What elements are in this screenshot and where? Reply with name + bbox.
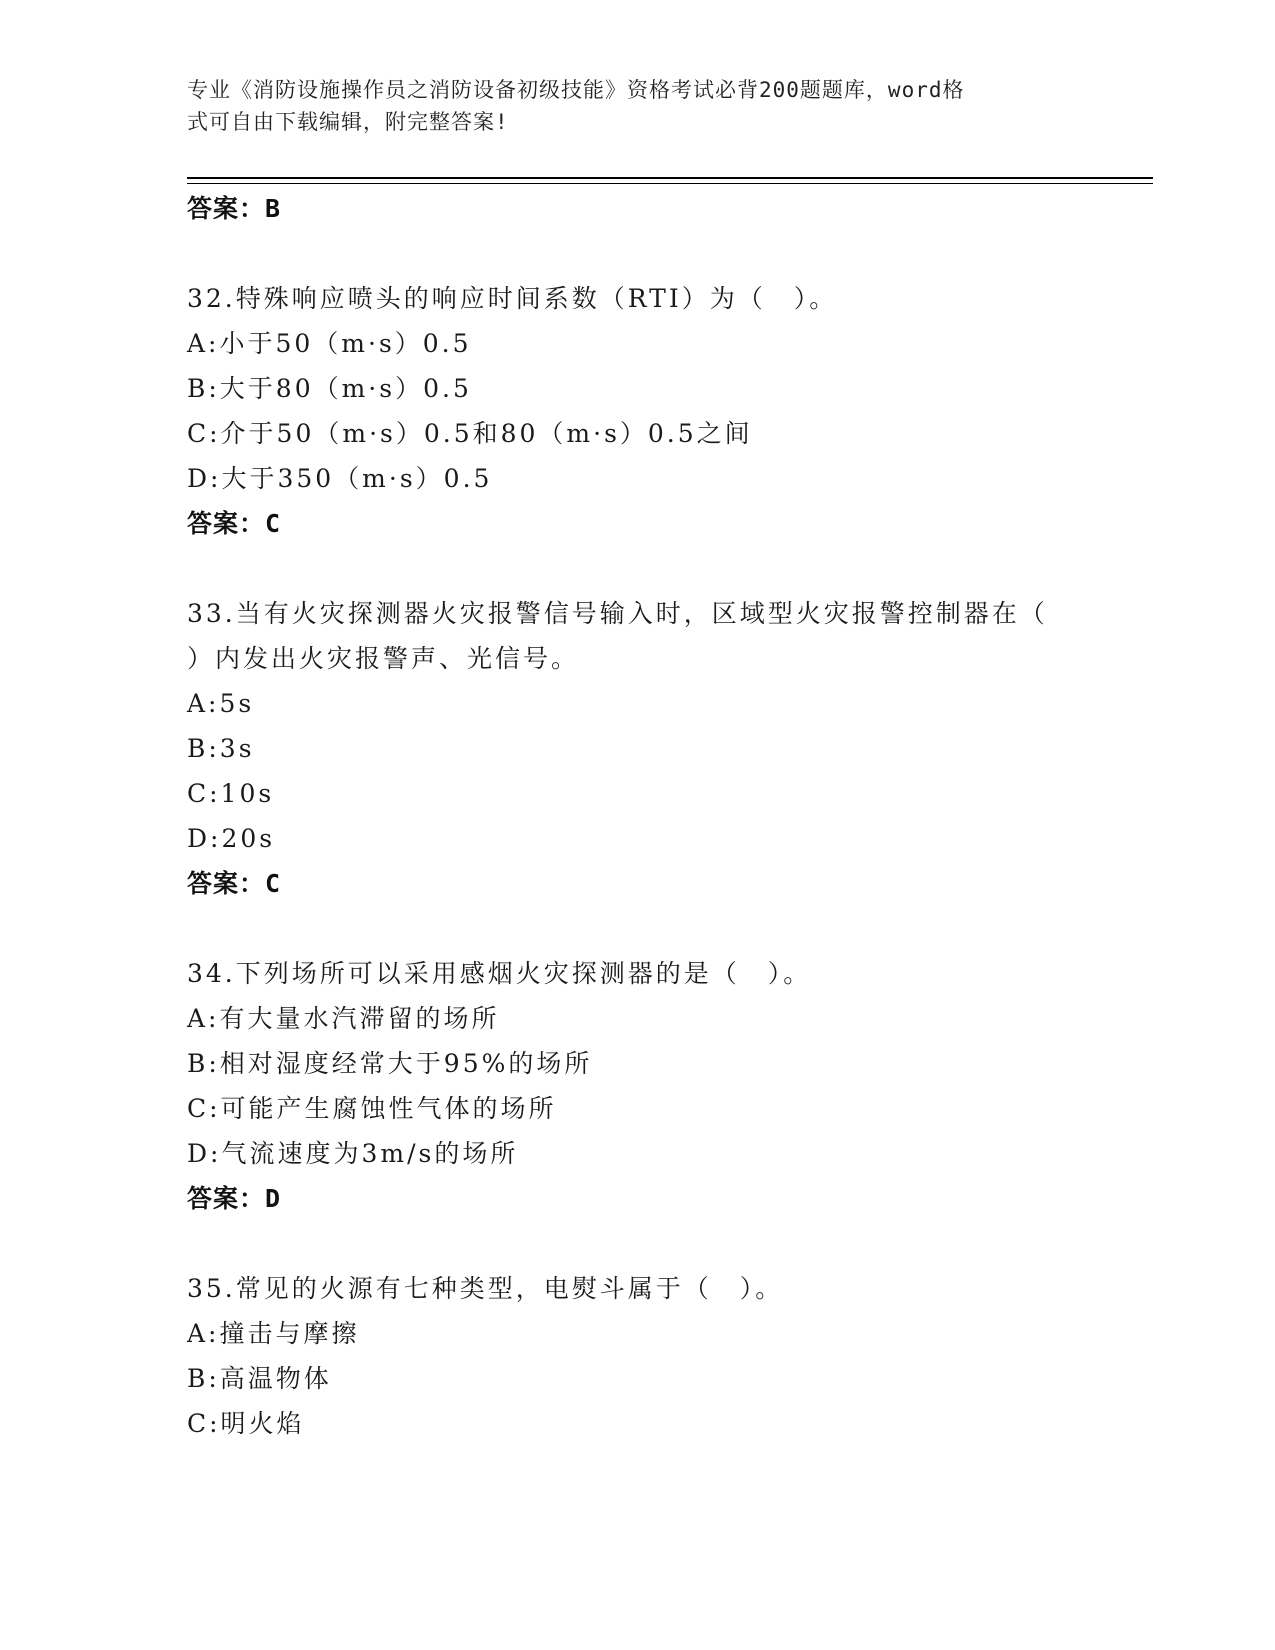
question-stem-continued: ）内发出火灾报警声、光信号。 bbox=[187, 644, 580, 673]
option-a: A:5s bbox=[187, 689, 255, 718]
option-b: B:3s bbox=[187, 734, 255, 763]
option-d: D:气流速度为3m/s的场所 bbox=[187, 1139, 519, 1168]
spacer bbox=[187, 231, 1087, 276]
option-a: A:有大量水汽滞留的场所 bbox=[187, 1004, 500, 1033]
answer-line: 答案：C bbox=[187, 869, 282, 898]
answer-line: 答案：C bbox=[187, 509, 282, 538]
option-d: D:20s bbox=[187, 824, 276, 853]
option-b: B:高温物体 bbox=[187, 1364, 332, 1393]
spacer bbox=[187, 546, 1087, 591]
option-b: B:相对湿度经常大于95%的场所 bbox=[187, 1049, 593, 1078]
header-divider-thick bbox=[187, 177, 1153, 179]
answer-line: 答案：B bbox=[187, 194, 282, 223]
option-c: C:介于50（m·s）0.5和80（m·s）0.5之间 bbox=[187, 419, 753, 448]
question-35 bbox=[187, 1266, 1087, 1446]
question-list bbox=[187, 186, 1087, 1446]
option-c: C:可能产生腐蚀性气体的场所 bbox=[187, 1094, 557, 1123]
question-32 bbox=[187, 276, 1087, 546]
header-line-1: 专业《消防设施操作员之消防设备初级技能》资格考试必背200题题库，word格 bbox=[187, 78, 965, 102]
question-34 bbox=[187, 951, 1087, 1221]
question-stem: 34.下列场所可以采用感烟火灾探测器的是（ ）。 bbox=[187, 959, 812, 988]
spacer bbox=[187, 1221, 1087, 1266]
option-c: C:10s bbox=[187, 779, 275, 808]
option-b: B:大于80（m·s）0.5 bbox=[187, 374, 472, 403]
answer-line: 答案：D bbox=[187, 1184, 282, 1213]
question-33 bbox=[187, 591, 1087, 906]
header-divider-thin bbox=[187, 183, 1153, 184]
spacer bbox=[187, 906, 1087, 951]
document-header bbox=[187, 74, 1067, 138]
header-line-2: 式可自由下载编辑，附完整答案! bbox=[187, 110, 509, 134]
question-stem: 32.特殊响应喷头的响应时间系数（RTI）为（ ）。 bbox=[187, 284, 838, 313]
option-a: A:小于50（m·s）0.5 bbox=[187, 329, 472, 358]
question-stem: 35.常见的火源有七种类型，电熨斗属于（ ）。 bbox=[187, 1274, 784, 1303]
question-stem: 33.当有火灾探测器火灾报警信号输入时，区域型火灾报警控制器在（ bbox=[187, 599, 1048, 628]
option-a: A:撞击与摩擦 bbox=[187, 1319, 360, 1348]
option-d: D:大于350（m·s）0.5 bbox=[187, 464, 493, 493]
option-c: C:明火焰 bbox=[187, 1409, 305, 1438]
